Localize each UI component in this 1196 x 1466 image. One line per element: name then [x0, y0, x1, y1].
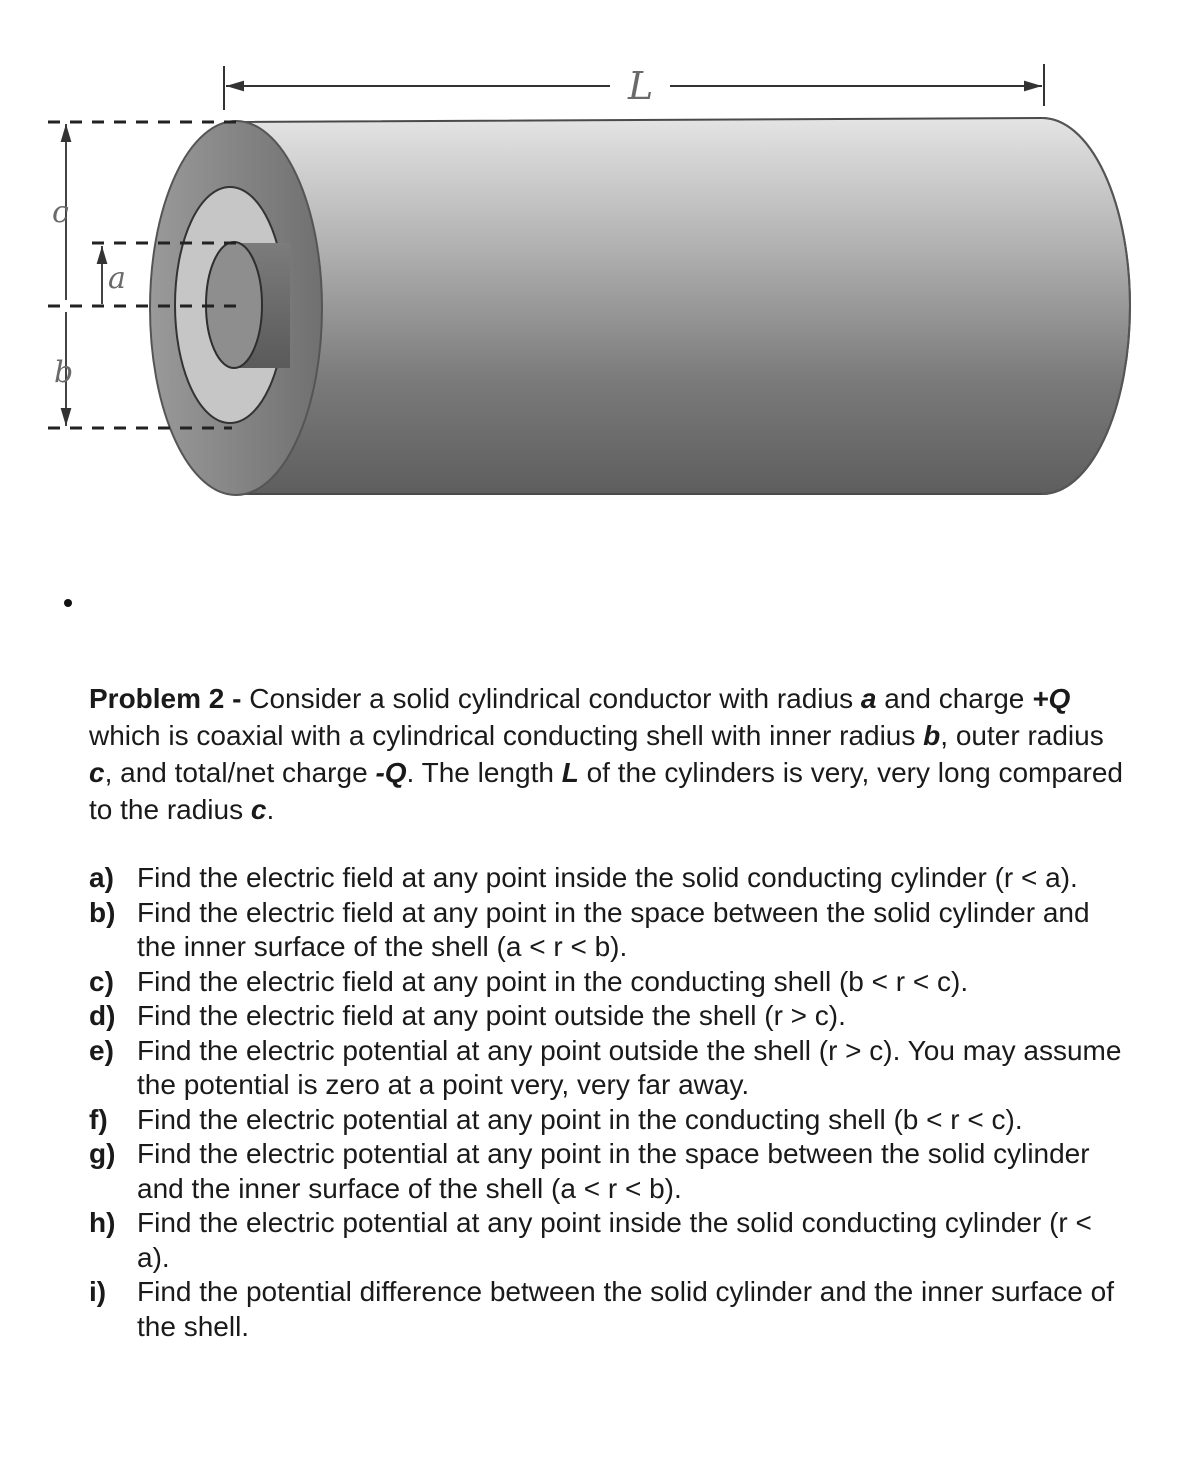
var-minus-Q: -Q [375, 757, 407, 788]
part-marker: b) [89, 896, 116, 928]
part-text: Find the electric field at any point inside the solid conducting cylinder (r < a). [137, 862, 1078, 893]
part-marker: f) [89, 1103, 108, 1135]
var-c-2: c [250, 794, 267, 825]
part-text: Find the electric potential at any point inside the solid conducting cylinder (r < a). [137, 1207, 1092, 1273]
var-b: b [923, 720, 941, 751]
part-text: Find the electric field at any point in the conducting shell (b < r < c). [137, 965, 969, 997]
part-marker: g) [89, 1138, 116, 1169]
part-marker: h) [89, 1207, 116, 1238]
list-item [89, 1103, 1129, 1138]
part-marker: d) [89, 1000, 116, 1031]
L-label: L [628, 64, 654, 108]
list-item [89, 1137, 1129, 1206]
part-text: Find the electric potential at any point outside the shell (r > c). You may assume the potential is zero at a point very, very far away. [137, 1034, 1122, 1100]
a-label: a [108, 261, 126, 296]
problem-statement: Problem 2 - Consider a solid cylindrical conductor with radius a and charge +Q which is coaxial with a cylindrical conducting shell with inner radius b, outer radius c, and total/net charge -Q. The length L of the cylinders is very, very long compared to the radius c. [89, 683, 1123, 825]
list-item [89, 1206, 1129, 1275]
part-text: Find the electric field at any point in the space between the solid cylinder and the inner surface of the shell (a < r < b). [137, 896, 1090, 962]
var-a: a [860, 683, 877, 714]
b-label: b [54, 355, 74, 390]
list-item [89, 1275, 1129, 1344]
part-marker: e) [89, 1034, 114, 1066]
cylinder-body [236, 118, 1130, 494]
list-item [89, 965, 1129, 1000]
part-text: Find the potential difference between the solid cylinder and the inner surface of the shell. [137, 1276, 1114, 1342]
list-item [89, 1034, 1129, 1103]
part-marker: c) [89, 965, 114, 997]
var-L: L [561, 757, 579, 788]
var-c: c [89, 757, 105, 788]
list-item [89, 896, 1129, 965]
list-item [89, 861, 1129, 896]
question-parts-list [89, 861, 1129, 1344]
list-item [89, 999, 1129, 1034]
part-text: Find the electric field at any point outside the shell (r > c). [137, 1000, 846, 1031]
c-label: c [52, 195, 69, 230]
part-marker: a) [89, 862, 114, 893]
bullet-point [64, 599, 72, 607]
part-text: Find the electric potential at any point in the space between the solid cylinder and the inner surface of the shell (a < r < b). [137, 1138, 1090, 1204]
coaxial-cylinder-figure [0, 0, 1196, 560]
problem-title: Problem 2 - [89, 683, 242, 714]
part-marker: i) [89, 1276, 107, 1307]
var-plus-Q: +Q [1032, 683, 1071, 714]
part-text: Find the electric potential at any point in the conducting shell (b < r < c). [137, 1103, 1023, 1135]
